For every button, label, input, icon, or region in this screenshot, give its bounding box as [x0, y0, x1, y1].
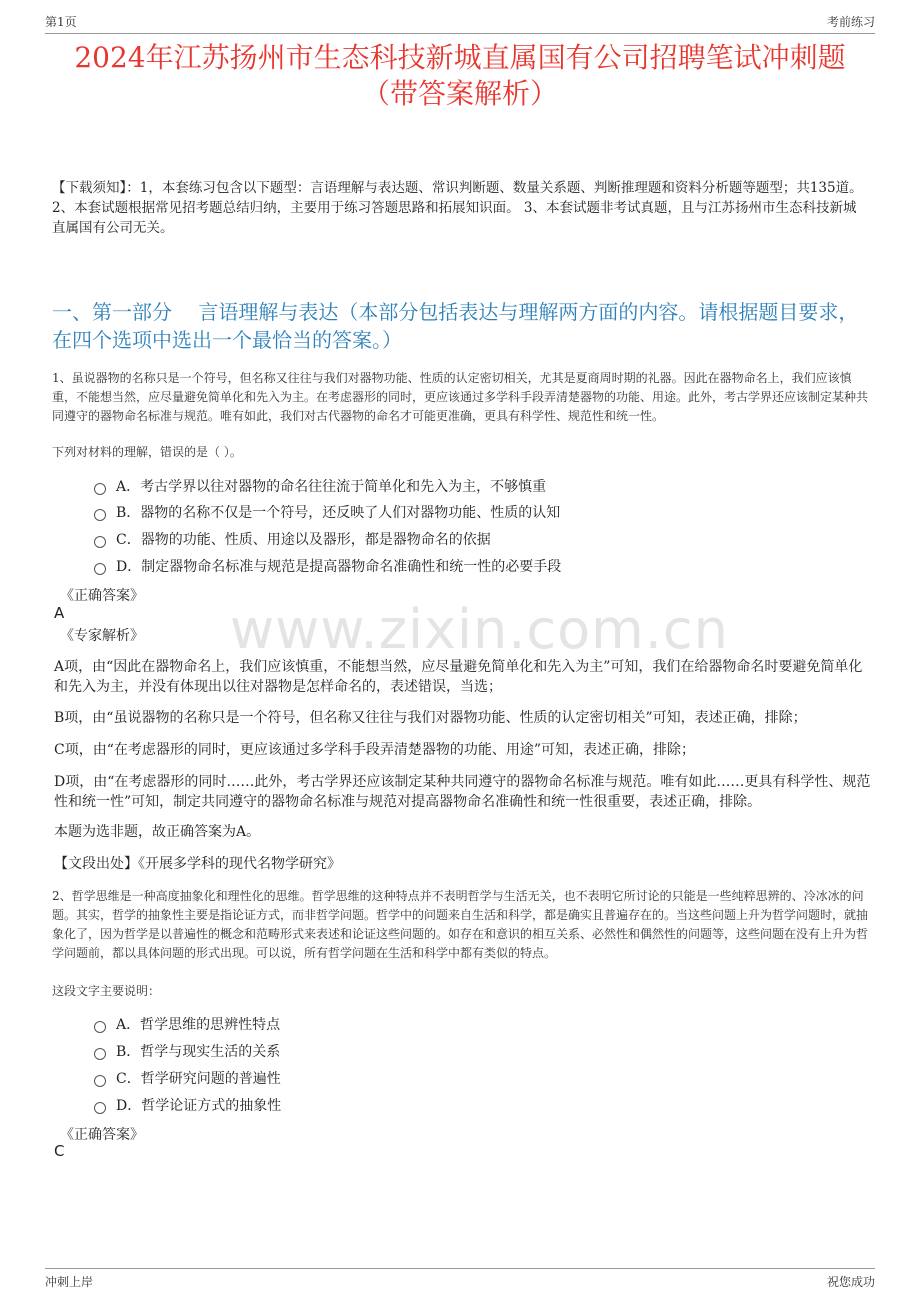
header-divider [45, 33, 875, 34]
analysis-paragraph: D项，由“在考虑器形的同时……此外，考古学界还应该制定某种共同遵守的器物命名标准与规范。唯有如此……更具有科学性、规范性和统一性”可知，制定共同遵守的器物命名标准与规范对提高器物命名准确性和统一性很重要，表述正确，排除。 [54, 774, 871, 810]
page-title [50, 40, 870, 112]
radio-icon[interactable] [94, 563, 106, 575]
question-1-option-a[interactable] [94, 476, 546, 496]
title-line-2: （带答案解析） [361, 77, 558, 110]
option-label: C．器物的功能、性质、用途以及器形，都是器物命名的依据 [116, 532, 491, 548]
radio-icon[interactable] [94, 1048, 106, 1060]
title-line-1: 2024年江苏扬州市生态科技新城直属国有公司招聘笔试冲刺题 [74, 41, 846, 74]
correct-answer-label: 《正确答案》 [60, 588, 144, 604]
question-1-option-b[interactable] [94, 502, 560, 522]
option-label: B．器物的名称不仅是一个符号，还反映了人们对器物功能、性质的认知 [116, 505, 561, 521]
radio-icon[interactable] [94, 1102, 106, 1114]
question-2-option-d[interactable] [94, 1095, 281, 1115]
radio-icon[interactable] [94, 1075, 106, 1087]
radio-icon[interactable] [94, 509, 106, 521]
option-label: C．哲学研究问题的普遍性 [116, 1071, 281, 1087]
question-2-option-c[interactable] [94, 1068, 281, 1088]
question-2-option-a[interactable] [94, 1014, 280, 1034]
question-1-prompt: 下列对材料的理解，错误的是（ ）。 [52, 445, 242, 459]
analysis-conclusion: 本题为选非题，故正确答案为A。 [54, 824, 261, 840]
question-1-option-d[interactable] [94, 556, 561, 576]
correct-answer: C [54, 1142, 65, 1160]
option-label: D．哲学论证方式的抽象性 [116, 1098, 282, 1114]
analysis-paragraph: B项，由“虽说器物的名称只是一个符号，但名称又往往与我们对器物功能、性质的认定密切相关”可知，表述正确，排除； [54, 710, 807, 726]
question-2-stem: 2、哲学思维是一种高度抽象化和理性化的思维。哲学思维的这种特点并不表明哲学与生活无关，也不表明它所讨论的只能是一些纯粹思辨的、冷冰冰的问题。其实，哲学的抽象性主要是指论证方式，而非哲学问题。哲学中的问题来自生活和科学，都是确实且普遍存在的。当这些问题上升为哲学问题时，就抽象化了，因为哲学是以普遍性的概念和范畴形式来表述和论证这些问题的。如存在和意识的相互关系、必然性和偶然性的问题等，这些问题在没有上升为哲学问题前，都以具体问题的形式出现。可以说，所有哲学问题在生活和科学中都有类似的特点。 [52, 889, 869, 960]
question-2-prompt: 这段文字主要说明： [52, 984, 161, 998]
analysis-paragraph: C项，由“在考虑器形的同时，更应该通过多学科手段弄清楚器物的功能、用途”可知，表述正确，排除； [54, 742, 696, 758]
correct-answer: A [54, 604, 65, 622]
option-label: B．哲学与现实生活的关系 [116, 1044, 281, 1060]
footer-divider [45, 1268, 875, 1269]
header-label: 考前练习 [826, 15, 875, 29]
section-heading: 一、第一部分 言语理解与表达（本部分包括表达与理解两方面的内容。请根据题目要求，在四个选项中选出一个最恰当的答案。） [52, 300, 859, 352]
question-1-stem: 1、虽说器物的名称只是一个符号，但名称又往往与我们对器物功能、性质的认定密切相关，尤其是夏商周时期的礼器。因此在器物命名上，我们应该慎重，不能想当然，应尽量避免简单化和先入为主。在考虑器形的同时，更应该通过多学科手段弄清楚器物的功能、用途。此外，考古学界还应该制定某种共同遵守的器物命名标准与规范。唯有如此，我们对古代器物的命名才可能更准确，更具有科学性、规范性和统一性。 [52, 371, 869, 423]
option-label: D．制定器物命名标准与规范是提高器物命名准确性和统一性的必要手段 [116, 559, 562, 575]
question-2-option-b[interactable] [94, 1041, 280, 1061]
analysis-label: 《专家解析》 [60, 628, 144, 644]
page-number: 第1页 [45, 15, 77, 29]
footer-left-label: 冲刺上岸 [45, 1275, 94, 1289]
radio-icon[interactable] [94, 1021, 106, 1033]
radio-icon[interactable] [94, 483, 106, 495]
question-1-option-c[interactable] [94, 529, 491, 549]
analysis-paragraph: A项，由“因此在器物命名上，我们应该慎重，不能想当然，应尽量避免简单化和先入为主”可知，我们在给器物命名时要避免简单化和先入为主，并没有体现出以往对器物是怎样命名的，表述错误，当选； [54, 659, 863, 695]
correct-answer-label: 《正确答案》 [60, 1127, 144, 1143]
radio-icon[interactable] [94, 536, 106, 548]
source-citation: 【文段出处】《开展多学科的现代名物学研究》 [54, 856, 341, 872]
watermark: www.zixin.com.cn [230, 598, 729, 661]
footer-right-label: 祝您成功 [826, 1275, 875, 1289]
option-label: A．哲学思维的思辨性特点 [116, 1017, 281, 1033]
download-notice: 【下载须知】：1，本套练习包含以下题型：言语理解与表达题、常识判断题、数量关系题、判断推理题和资料分析题等题型；共135道。 2、本套试题根据常见招考题总结归纳，主要用于练习答题思路和拓展知识面。 3、本套试题非考试真题，且与江苏扬州市生态科技新城直属国有公司无关。 [52, 180, 863, 236]
option-label: A．考古学界以往对器物的命名往往流于简单化和先入为主，不够慎重 [116, 479, 547, 495]
